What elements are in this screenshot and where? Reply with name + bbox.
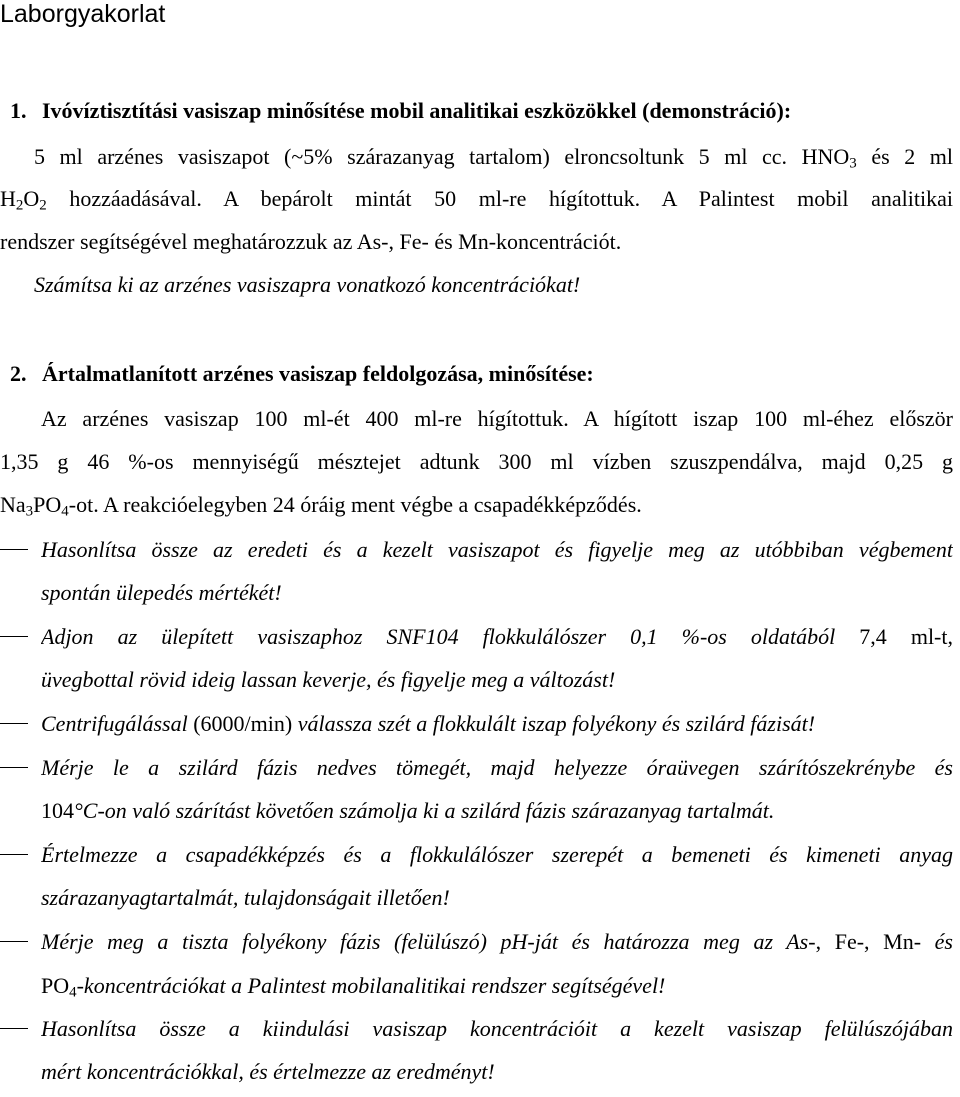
bullet-1-line-1: Hasonlítsa össze az eredeti és a kezelt vasiszapot és figyelje meg az utóbbiban végbement <box>41 537 953 562</box>
section-1-task: Számítsa ki az arzénes vasiszapra vonatkozó koncentrációkat! <box>34 272 581 297</box>
section-2-para-line-2: 1,35 g 46 %-os mennyiségű mésztejet adtunk 300 ml vízben szuszpendálva, majd 0,25 g <box>0 449 953 474</box>
page-title: Laborgyakorlat <box>0 0 166 28</box>
bullet-1-line-2: spontán ülepedés mértékét! <box>41 580 282 605</box>
bullet-5-line-1: Értelmezze a csapadékképzés és a flokkulálószer szerepét a bemeneti és kimeneti anyag <box>41 842 953 867</box>
section-2-title: Ártalmatlanított arzénes vasiszap feldolgozása, minősítése: <box>42 361 594 386</box>
section-1-number: 1. <box>10 98 27 123</box>
bullet-dash-2 <box>0 636 28 637</box>
bullet-6-line-2: $PO_4$-koncentrációkat a Palintest mobilanalitikai rendszer segítségével! <box>41 973 666 1001</box>
bullet-dash-7 <box>0 1028 28 1029</box>
bullet-4-line-2: 104°C-on való szárítást követően számolja ki a szilárd fázis szárazanyag tartalmát. <box>41 798 775 823</box>
section-2-para-line-1: Az arzénes vasiszap 100 ml-ét 400 ml-re hígítottuk. A hígított iszap 100 ml-éhez először <box>41 406 953 431</box>
bullet-dash-1 <box>0 549 28 550</box>
bullet-6-line-1: Mérje meg a tiszta folyékony fázis (felülúszó) pH-ját és határozza meg az As-, Fe-, Mn- és <box>41 929 953 954</box>
bullet-2-line-2: üvegbottal rövid ideig lassan keverje, és figyelje meg a változást! <box>41 667 616 692</box>
bullet-dash-4 <box>0 767 28 768</box>
bullet-dash-6 <box>0 941 28 942</box>
bullet-7-line-2: mért koncentrációkkal, és értelmezze az eredményt! <box>41 1059 495 1084</box>
bullet-dash-5 <box>0 854 28 855</box>
section-1-line-3: rendszer segítségével meghatározzuk az As-, Fe- és Mn-koncentrációt. <box>0 229 622 254</box>
section-2-number: 2. <box>10 361 27 386</box>
bullet-3-line-1: Centrifugálással (6000/min) válassza szét a flokkulált iszap folyékony és szilárd fázisát! <box>41 711 816 736</box>
section-2-para-line-3: $Na_3PO_4-ot$. A reakcióelegyben 24 óráig ment végbe a csapadékképződés. <box>0 492 642 520</box>
bullet-dash-3 <box>0 723 28 724</box>
section-1-title: Ivóvíztisztítási vasiszap minősítése mobil analitikai eszközökkel (demonstráció): <box>42 98 792 123</box>
bullet-5-line-2: szárazanyagtartalmát, tulajdonságait illetően! <box>41 885 450 910</box>
bullet-4-line-1: Mérje le a szilárd fázis nedves tömegét, majd helyezze óraüvegen szárítószekrénybe és <box>41 755 953 780</box>
bullet-2-line-1: Adjon az ülepített vasiszaphoz SNF104 flokkulálószer 0,1 %-os oldatából 7,4 ml-t, <box>41 624 953 649</box>
section-1-line-1: 5 ml arzénes vasiszapot (~5% szárazanyag tartalom) elroncsoltunk 5 ml cc. $HNO_3$ és 2 ml <box>34 144 953 172</box>
section-1-line-2: $H_2O_2$ hozzáadásával. A bepárolt mintát 50 ml-re hígítottuk. A Palintest mobil analitikai <box>0 186 953 214</box>
bullet-7-line-1: Hasonlítsa össze a kiindulási vasiszap koncentrációit a kezelt vasiszap felülúszójában <box>41 1016 953 1041</box>
